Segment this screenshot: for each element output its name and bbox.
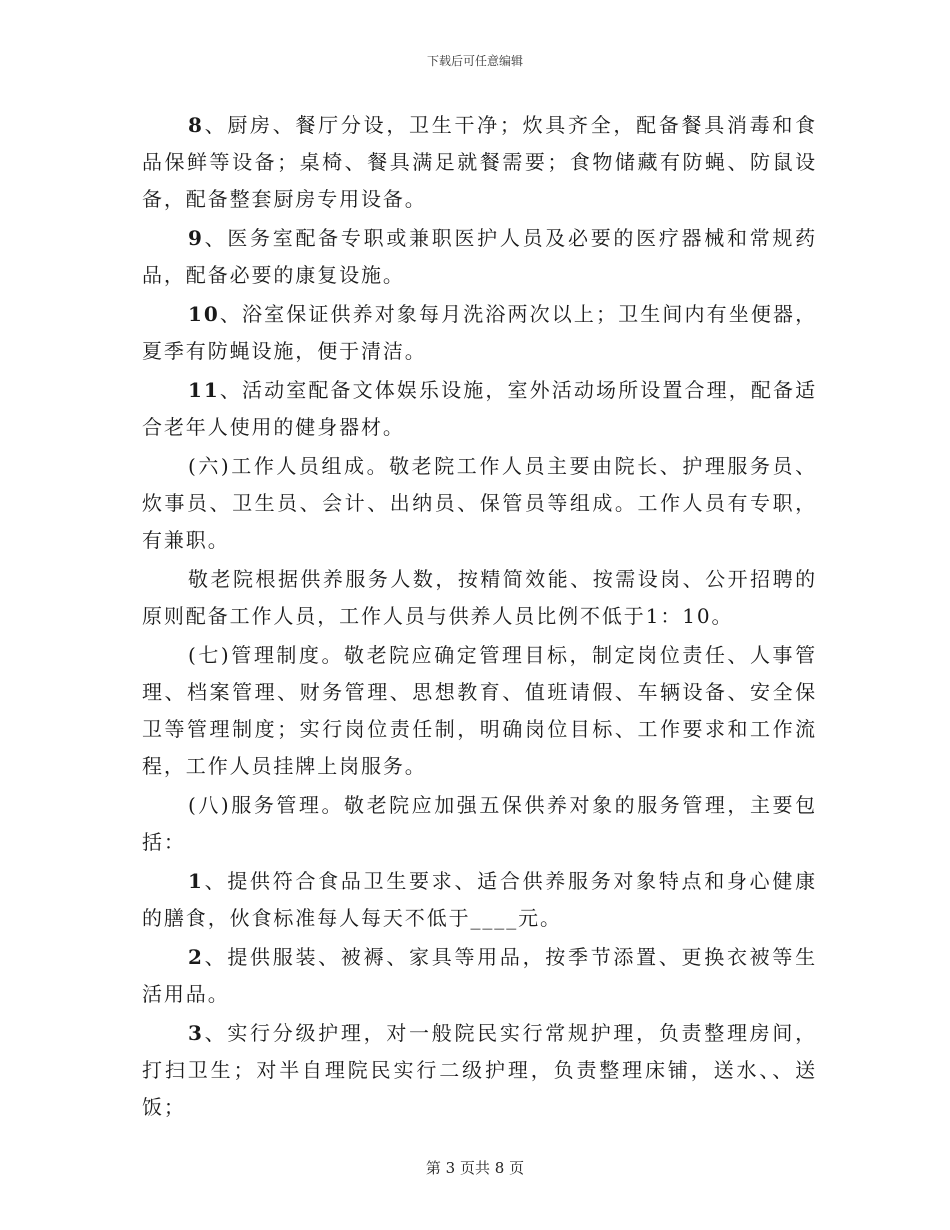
paragraph-9 [142,220,817,294]
document-body [142,107,817,1126]
item-number: 8 [188,113,204,137]
item-number: 11 [188,378,220,402]
paragraph-staff-composition [142,448,817,559]
page-number: 第 3 页共 8 页 [425,1159,525,1177]
paragraph-service-management [142,787,817,861]
paragraph-text: 敬老院根据供养服务人数，按精简效能、按需设岗、公开招聘的原则配备工作人员，工作人员与供养人员比例不低于1：10。 [142,567,817,628]
paragraph-text: 、医务室配备专职或兼职医护人员及必要的医疗器械和常规药品，配备必要的康复设施。 [142,226,817,287]
paragraph-11 [142,372,817,446]
paragraph-text: (七)管理制度。敬老院应确定管理目标，制定岗位责任、人事管理、档案管理、财务管理、思想教育、值班请假、车辆设备、安全保卫等管理制度；实行岗位责任制，明确岗位目标、工作要求和工作流程，工作人员挂牌上岗服务。 [142,643,817,778]
paragraph-1 [142,863,817,937]
item-number: 2 [188,945,204,969]
paragraph-text: (八)服务管理。敬老院应加强五保供养对象的服务管理，主要包括： [142,793,817,854]
paragraph-10 [142,296,817,370]
paragraph-staff-ratio [142,561,817,635]
paragraph-text: 、提供符合食品卫生要求、适合供养服务对象特点和身心健康的膳食，伙食标准每人每天不低于____元。 [142,869,817,930]
page-header: 下载后可任意编辑 [426,54,523,68]
paragraph-text: 、浴室保证供养对象每月洗浴两次以上；卫生间内有坐便器，夏季有防蝇设施，便于清洁。 [142,302,817,363]
paragraph-2 [142,939,817,1013]
item-number: 1 [188,869,204,893]
paragraph-text: 、活动室配备文体娱乐设施，室外活动场所设置合理，配备适合老年人使用的健身器材。 [142,378,817,439]
paragraph-text: (六)工作人员组成。敬老院工作人员主要由院长、护理服务员、炊事员、卫生员、会计、出纳员、保管员等组成。工作人员有专职，有兼职。 [142,454,817,552]
paragraph-text: 、实行分级护理，对一般院民实行常规护理，负责整理房间，打扫卫生；对半自理院民实行二级护理，负责整理床铺，送水、、送饭； [142,1021,817,1119]
paragraph-text: 、厨房、餐厅分设，卫生干净；炊具齐全，配备餐具消毒和食品保鲜等设备；桌椅、餐具满足就餐需要；食物储藏有防蝇、防鼠设备，配备整套厨房专用设备。 [142,113,817,211]
paragraph-text: 、提供服装、被褥、家具等用品，按季节添置、更换衣被等生活用品。 [142,945,817,1006]
item-number: 9 [188,226,204,250]
item-number: 3 [188,1021,204,1045]
paragraph-8 [142,107,817,218]
paragraph-management-system [142,637,817,785]
item-number: 10 [188,302,220,326]
paragraph-3 [142,1015,817,1126]
